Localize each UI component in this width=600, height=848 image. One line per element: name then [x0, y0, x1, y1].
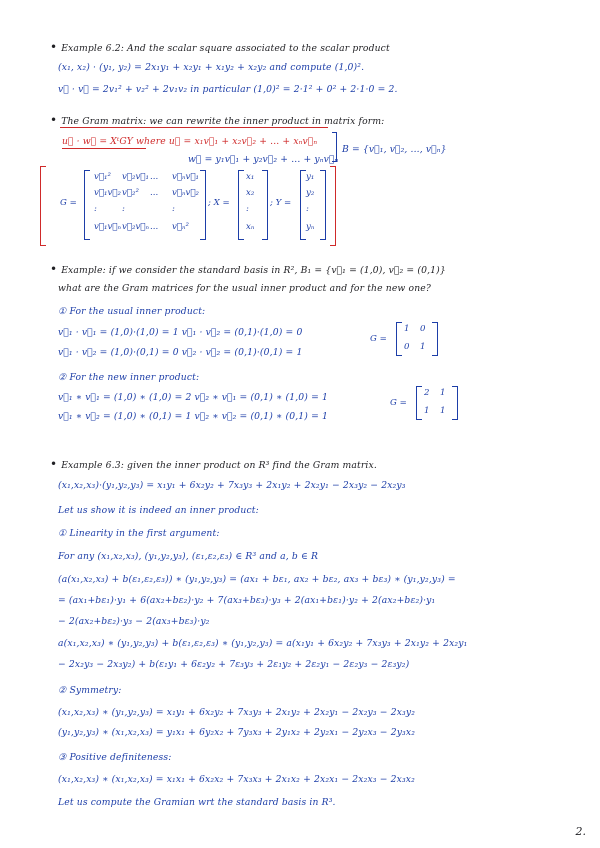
- matrix-g-new-cell: 1: [440, 388, 446, 398]
- bullet-icon: •: [50, 262, 62, 276]
- note-line: [342, 144, 447, 155]
- gram-cell: v⃗₁v⃗₂: [94, 188, 121, 198]
- note-line: [58, 797, 336, 808]
- note-line-text: (x₁,x₂,x₃) ∗ (x₁,x₂,x₃) = x₁x₁ + 6x₂x₂ + 7x₃x₃ + 2x₁x₂ + 2x₂x₁ − 2x₂x₃ − 2x₃x₂: [58, 774, 415, 785]
- note-line-text: Let us show it is indeed an inner product:: [58, 505, 259, 516]
- note-line: [58, 752, 171, 763]
- note-line: [58, 347, 302, 358]
- note-line: [58, 574, 456, 585]
- note-line: [58, 774, 415, 785]
- bullet-icon: •: [50, 40, 62, 54]
- gram-cell: v⃗₁v⃗ₙ: [94, 222, 121, 232]
- gram-g-label: G =: [60, 198, 77, 208]
- matrix-g-usual-cell: 1: [420, 342, 426, 352]
- note-line: [188, 154, 338, 165]
- note-line-text: Example 6.2: And the scalar square associated to the scalar product: [61, 43, 390, 54]
- x-vector-cell: x₁: [246, 172, 255, 182]
- note-line: [58, 551, 318, 562]
- note-line: [58, 685, 122, 696]
- note-line-text: ① Linearity in the first argument:: [58, 528, 220, 539]
- note-line-text: v⃗₁ · v⃗₁ = (1,0)·(1,0) = 1 v⃗₁ · v⃗₂ = (0,1)·(1,0) = 0: [58, 327, 303, 338]
- matrix-g-new-label: G =: [390, 398, 407, 408]
- note-line-text: The Gram matrix: we can rewrite the inner product in matrix form:: [61, 116, 385, 127]
- note-line: [58, 638, 467, 649]
- x-vec-bracket-right: [262, 170, 268, 240]
- note-line-text: = (ax₁+bε₁)·y₁ + 6(ax₂+bε₂)·y₂ + 7(ax₃+bε₃)·y₃ + 2(ax₁+bε₁)·y₂ + 2(ax₂+bε₂)·y₁: [58, 595, 436, 606]
- gram-cell: v⃗₂²: [122, 188, 139, 198]
- gram-title-underline: [60, 127, 328, 128]
- gram-cell: ...: [150, 188, 159, 198]
- note-line-text: Let us compute the Gramian wrt the standard basis in R³.: [58, 797, 336, 808]
- note-line: [58, 283, 431, 294]
- x-vector-cell: x₂: [246, 188, 255, 198]
- gram-bracket-left: [84, 170, 90, 240]
- matrix-g-new-bracket-left: [416, 386, 422, 420]
- note-line: [58, 528, 220, 539]
- note-line-text: (x₁,x₂,x₃) ∗ (y₁,y₂,y₃) = x₁y₁ + 6x₂y₂ + 7x₃y₃ + 2x₁y₂ + 2x₂y₁ − 2x₂y₃ − 2x₃y₂: [58, 707, 416, 718]
- gram-cell: v⃗ₙ²: [172, 222, 189, 232]
- note-line-text: B = {v⃗₁, v⃗₂, ..., v⃗ₙ}: [342, 144, 447, 155]
- formula-underline: [62, 148, 146, 149]
- page-number: 2.: [575, 825, 586, 838]
- note-line-text: what are the Gram matrices for the usual inner product and for the new one?: [58, 283, 431, 294]
- x-vector-cell: :: [246, 204, 249, 214]
- matrix-g-usual-cell: 1: [404, 324, 410, 334]
- matrix-g-usual-label: G =: [370, 334, 387, 344]
- note-line: [50, 457, 377, 471]
- note-line-text: (a(x₁,x₂,x₃) + b(ε₁,ε₂,ε₃)) ∗ (y₁,y₂,y₃) = (ax₁ + bε₁, ax₂ + bε₂, ax₃ + bε₃) ∗ (y₁,y₂,y₃) =: [58, 574, 456, 585]
- note-line: [50, 262, 446, 276]
- note-line-text: (x₁,x₂,x₃)·(y₁,y₂,y₃) = x₁y₁ + 6x₂y₂ + 7x₃y₃ + 2x₁y₂ + 2x₂y₁ − 2x₃y₂ − 2x₂y₃: [58, 480, 406, 491]
- note-line-text: − 2x₂y₃ − 2x₃y₂) + b(ε₁y₁ + 6ε₂y₂ + 7ε₃y₃ + 2ε₁y₂ + 2ε₂y₁ − 2ε₂y₃ − 2ε₃y₂): [58, 659, 410, 670]
- gram-y-label: ; Y =: [270, 198, 292, 208]
- note-line: [58, 727, 415, 738]
- gram-cell: v⃗ₙv⃗₂: [172, 188, 199, 198]
- gram-cell: v⃗ₙv⃗₁: [172, 172, 199, 182]
- x-vec-bracket-left: [238, 170, 244, 240]
- y-vector-cell: :: [306, 204, 309, 214]
- bullet-icon: •: [50, 113, 62, 127]
- note-line: [58, 411, 328, 422]
- matrix-g-new-cell: 2: [424, 388, 430, 398]
- note-line-text: w⃗ = y₁v⃗₁ + y₂v⃗₂ + ... + yₙv⃗ₙ: [188, 154, 339, 165]
- gram-cell: ...: [150, 172, 159, 182]
- matrix-g-new-cell: 1: [440, 406, 446, 416]
- note-line: [58, 505, 259, 516]
- matrix-g-usual-bracket-left: [396, 322, 402, 356]
- gram-cell: :: [94, 204, 97, 214]
- note-line-text: v⃗₁ ∗ v⃗₂ = (1,0) ∗ (0,1) = 1 v⃗₂ ∗ v⃗₂ = (0,1) ∗ (0,1) = 1: [58, 411, 329, 422]
- note-line: [58, 392, 328, 403]
- note-line: [58, 616, 210, 627]
- note-line: [58, 707, 415, 718]
- note-line-text: For any (x₁,x₂,x₃), (y₁,y₂,y₃), (ε₁,ε₂,ε₃) ∈ R³ and a, b ∈ R: [58, 551, 319, 562]
- note-line-text: u⃗ · w⃗ = XᵗGY where u⃗ = x₁v⃗₁ + x₂v⃗₂ + ... + xₙv⃗ₙ: [62, 136, 318, 147]
- note-line: [58, 595, 435, 606]
- note-line-text: (y₁,y₂,y₃) ∗ (x₁,x₂,x₃) = y₁x₁ + 6y₂x₂ + 7y₃x₃ + 2y₁x₂ + 2y₂x₁ − 2y₂x₃ − 2y₃x₂: [58, 727, 416, 738]
- note-line-text: v⃗ · v⃗ = 2v₁² + v₂² + 2v₁v₂ in particular (1,0)² = 2·1² + 0² + 2·1·0 = 2.: [58, 84, 398, 95]
- note-line-text: ② Symmetry:: [58, 685, 122, 696]
- bullet-icon: •: [50, 457, 62, 471]
- note-line: [58, 84, 398, 95]
- note-line-text: ① For the usual inner product:: [58, 306, 206, 317]
- note-line-text: ③ Positive definiteness:: [58, 752, 172, 763]
- matrix-g-new-cell: 1: [424, 406, 430, 416]
- matrix-g-usual-cell: 0: [404, 342, 410, 352]
- note-line-text: Example: if we consider the standard basis in R², B₁ = {v⃗₁ = (1,0), v⃗₂ = (0,1)}: [61, 265, 446, 276]
- note-line-text: Example 6.3: given the inner product on R³ find the Gram matrix.: [61, 460, 377, 471]
- note-line: [58, 327, 302, 338]
- note-line: [62, 136, 317, 147]
- note-line-text: v⃗₁ · v⃗₂ = (1,0)·(0,1) = 0 v⃗₂ · v⃗₂ = (0,1)·(0,1) = 1: [58, 347, 303, 358]
- note-line-text: − 2(ax₂+bε₂)·y₃ − 2(ax₃+bε₃)·y₂: [58, 616, 210, 627]
- outer-bracket-right: [330, 166, 336, 246]
- gram-cell: :: [172, 204, 175, 214]
- gram-x-label: ; X =: [208, 198, 230, 208]
- note-line: [50, 40, 390, 54]
- gram-cell: v⃗₁²: [94, 172, 111, 182]
- note-line: [58, 62, 364, 73]
- note-line: [58, 372, 199, 383]
- note-line: [58, 306, 205, 317]
- y-vector-cell: yₙ: [306, 222, 315, 232]
- note-line-text: v⃗₁ ∗ v⃗₁ = (1,0) ∗ (1,0) = 2 v⃗₂ ∗ v⃗₁ = (0,1) ∗ (1,0) = 1: [58, 392, 329, 403]
- basis-brace: [332, 132, 337, 162]
- matrix-g-new-bracket-right: [452, 386, 458, 420]
- gram-cell: :: [122, 204, 125, 214]
- y-vector-cell: y₁: [306, 172, 315, 182]
- x-vector-cell: xₙ: [246, 222, 255, 232]
- note-line: [58, 659, 409, 670]
- gram-cell: ...: [150, 222, 159, 232]
- note-line: [50, 113, 384, 127]
- y-vec-bracket-right: [320, 170, 326, 240]
- note-line: [58, 480, 406, 491]
- gram-bracket-right: [200, 170, 206, 240]
- y-vector-cell: y₂: [306, 188, 315, 198]
- matrix-g-usual-cell: 0: [420, 324, 426, 334]
- note-line-text: ② For the new inner product:: [58, 372, 200, 383]
- gram-cell: v⃗₂v⃗₁: [122, 172, 149, 182]
- outer-bracket-left: [40, 166, 46, 246]
- note-line-text: a(x₁,x₂,x₃) ∗ (y₁,y₂,y₃) + b(ε₁,ε₂,ε₃) ∗ (y₁,y₂,y₃) = a(x₁y₁ + 6x₂y₂ + 7x₃y₃ + 2x₁y₂ + 2x₂y₁: [58, 638, 468, 649]
- matrix-g-usual-bracket-right: [432, 322, 438, 356]
- gram-cell: v⃗₂v⃗ₙ: [122, 222, 149, 232]
- note-line-text: (x₁, x₂) · (y₁, y₂) = 2x₁y₁ + x₂y₁ + x₁y₂ + x₂y₂ and compute (1,0)².: [58, 62, 365, 73]
